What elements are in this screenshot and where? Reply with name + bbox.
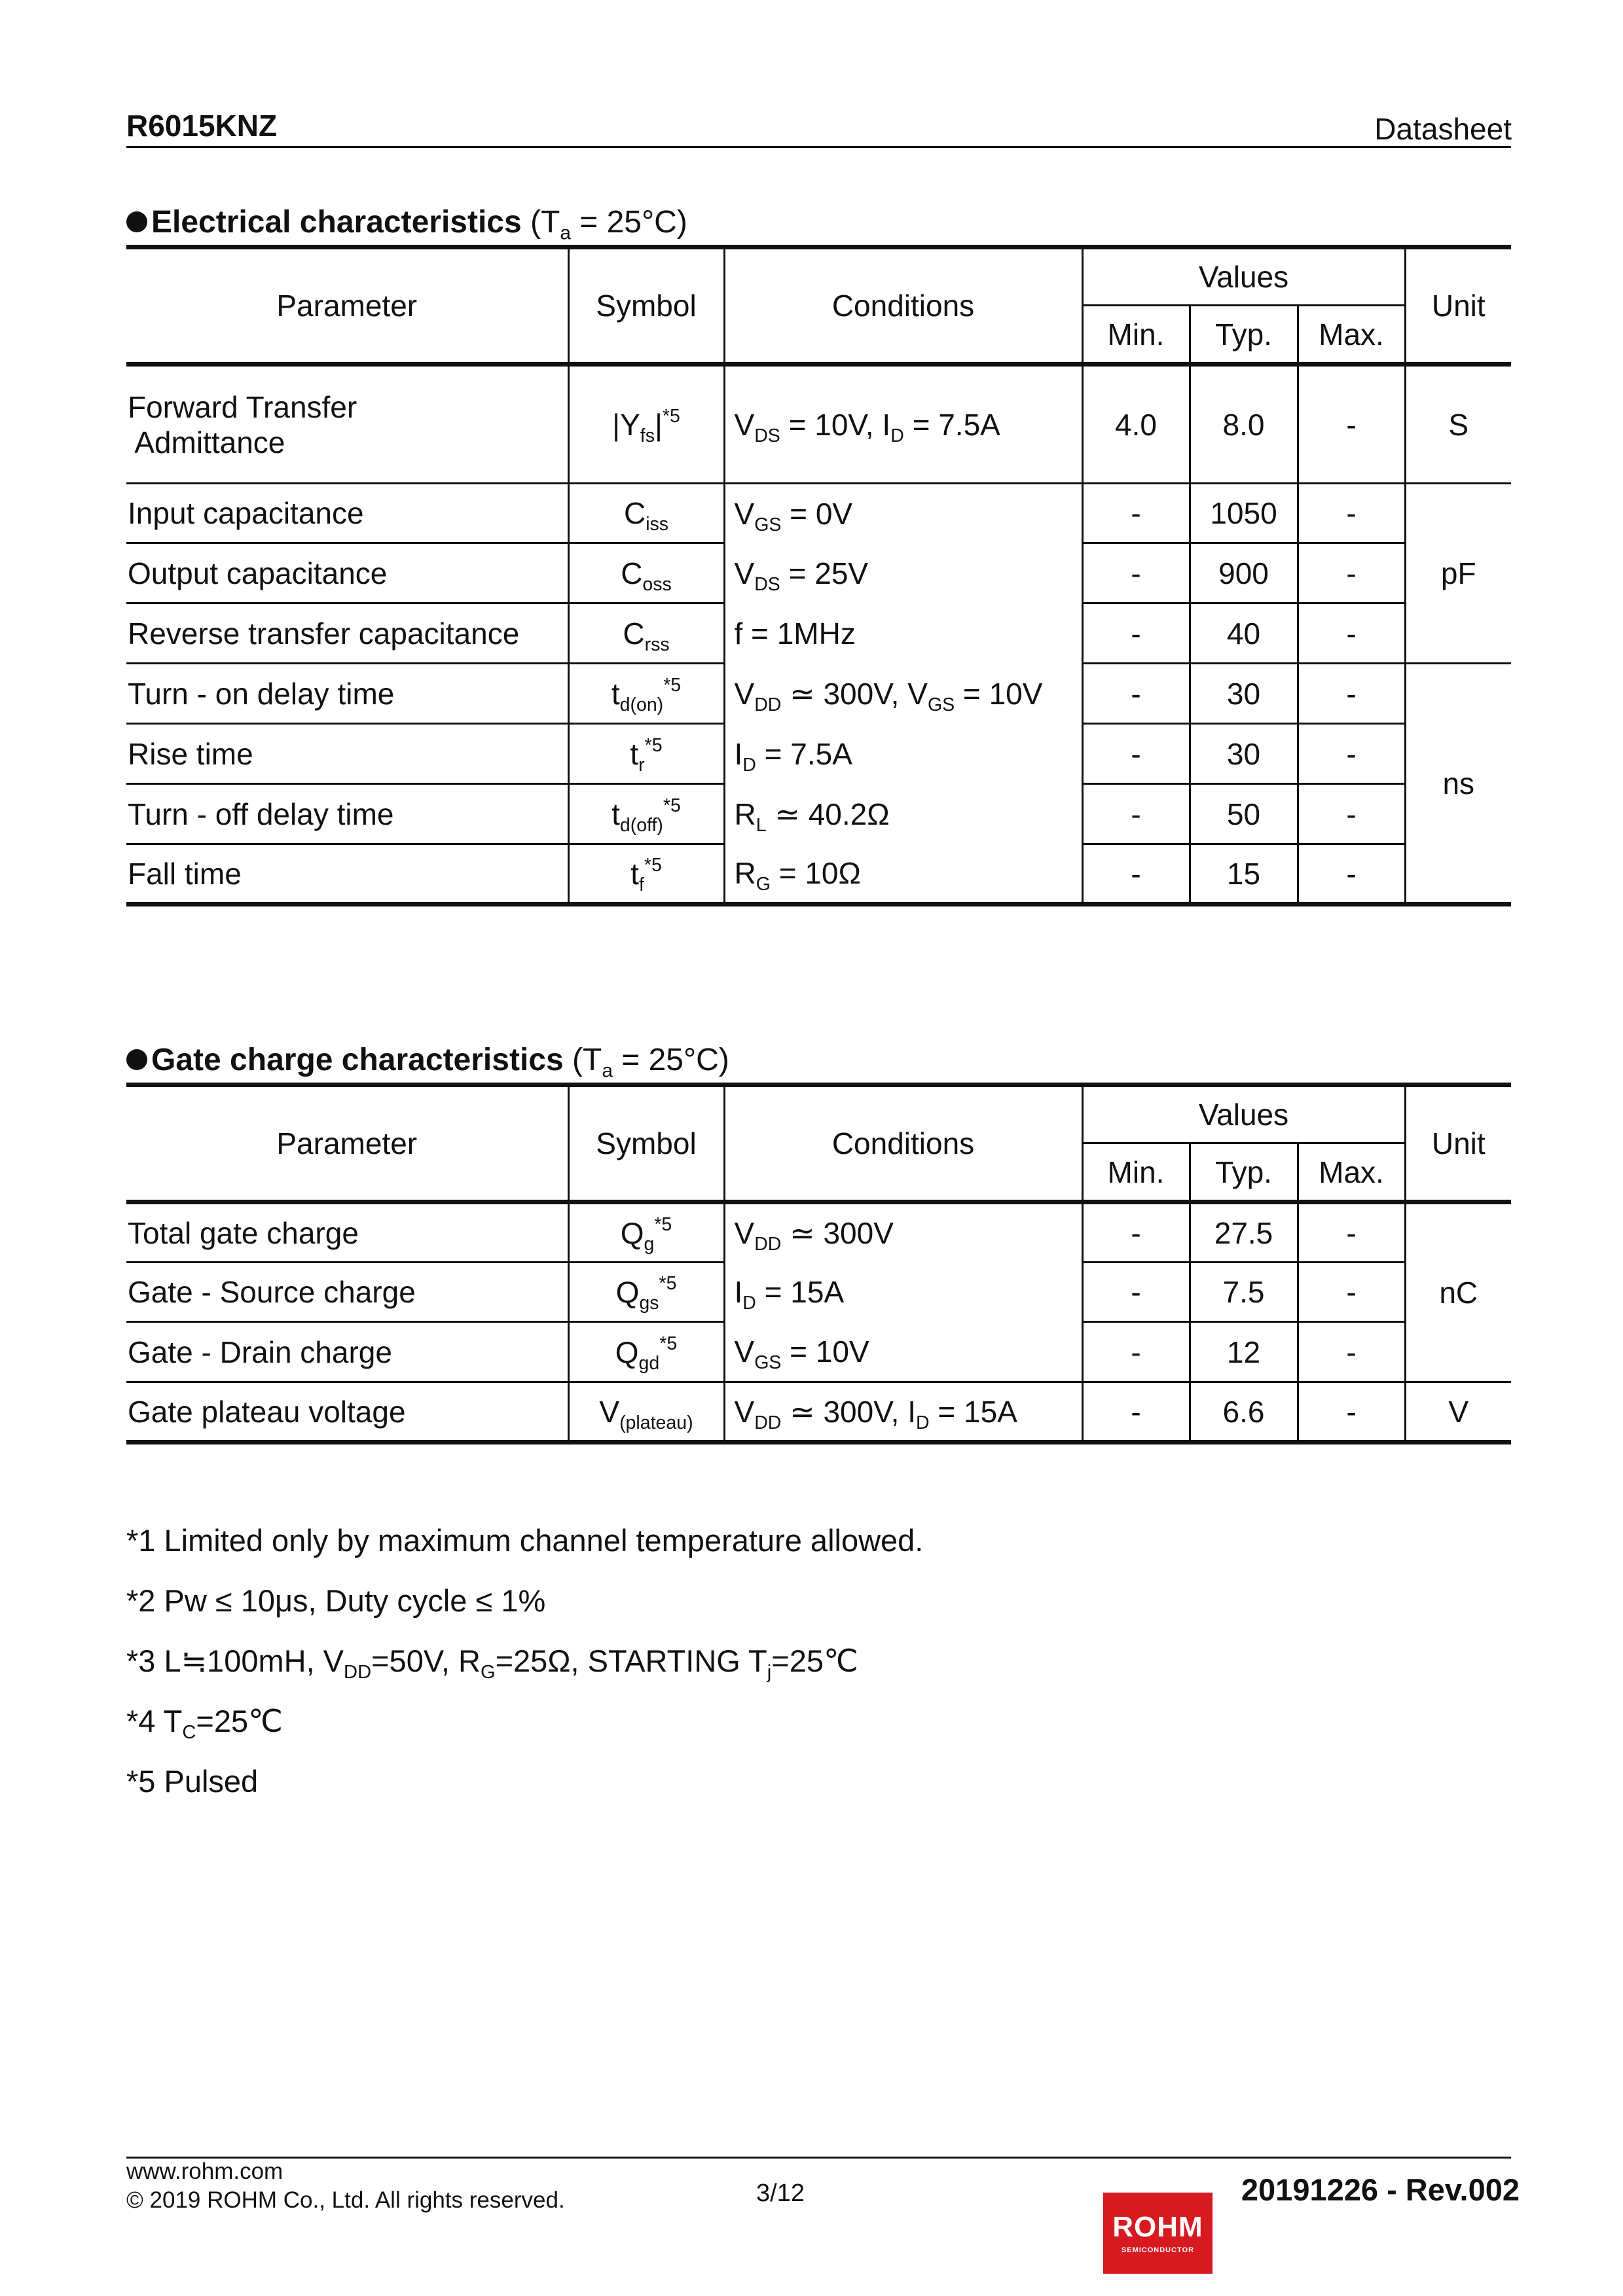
param-cell: Input capacitance (126, 484, 568, 543)
symbol-cell: $C_{iss}$ (568, 484, 724, 543)
footnotes (126, 1522, 923, 1823)
min-cell: - (1082, 1382, 1190, 1443)
table-row (126, 664, 1511, 724)
symbol-cell: $Q_{gs}^{*5}$ (568, 1263, 724, 1322)
col-values: Values (1082, 1085, 1405, 1143)
note-3: *3 L≒100mH, $V_{DD}=50V$, $R_G=25\Omega$, STARTING $T_j=25℃$ (126, 1643, 858, 1683)
param-cell: Turn - on delay time (126, 664, 568, 724)
typ-cell: 1050 (1190, 484, 1298, 543)
col-unit: Unit (1405, 1085, 1511, 1202)
typ-cell: 50 (1190, 784, 1298, 844)
footer-left (126, 2157, 565, 2215)
max-cell: - (1298, 784, 1405, 844)
cond-cell: $I_D = 15A$ (724, 1263, 1082, 1322)
cond-cell: $V_{DS} = 25V$ (724, 543, 1082, 603)
footer-copyright: © 2019 ROHM Co., Ltd. All rights reserved. (126, 2187, 565, 2213)
cond-cell: $V_{DD}$ ≃ 300V (724, 1202, 1082, 1263)
col-min: Min. (1082, 306, 1190, 365)
cond-cell: $V_{DD}$ ≃ 300V, $I_D = 15A$ (724, 1382, 1082, 1443)
symbol-cell: $t_{d(on)}^{*5}$ (568, 664, 724, 724)
revision: 20191226 - Rev.002 (1241, 2172, 1520, 2207)
typ-cell: 30 (1190, 724, 1298, 784)
max-cell: - (1298, 484, 1405, 543)
symbol-cell: $Q_{gd}^{*5}$ (568, 1322, 724, 1382)
min-cell: - (1082, 484, 1190, 543)
cond-cell: f = 1MHz (724, 603, 1082, 664)
unit-cell: S (1405, 365, 1511, 484)
col-parameter: Parameter (126, 1085, 568, 1202)
table-row (126, 1322, 1511, 1382)
rohm-logo-icon: ROHM SEMICONDUCTOR (1103, 2193, 1213, 2274)
table-row (126, 1263, 1511, 1322)
typ-cell: 900 (1190, 543, 1298, 603)
min-cell: - (1082, 1322, 1190, 1382)
min-cell: - (1082, 844, 1190, 905)
max-cell: - (1298, 1263, 1405, 1322)
typ-cell: 30 (1190, 664, 1298, 724)
col-max: Max. (1298, 306, 1405, 365)
footer-url[interactable]: www.rohm.com (126, 2159, 283, 2184)
col-max: Max. (1298, 1143, 1405, 1202)
table-row (126, 484, 1511, 543)
table-row (126, 603, 1511, 664)
param-cell: Fall time (126, 844, 568, 905)
typ-cell: 6.6 (1190, 1382, 1298, 1443)
cond-cell: $V_{GS} = 10V$ (724, 1322, 1082, 1382)
note-5: *5 Pulsed (126, 1764, 259, 1799)
table-row (126, 1202, 1511, 1263)
max-cell: - (1298, 365, 1405, 484)
unit-cell: ns (1405, 664, 1511, 905)
param-cell: Gate plateau voltage (126, 1382, 568, 1443)
param-cell: Forward Transfer Admittance (126, 365, 568, 484)
elec-table (126, 245, 1511, 906)
min-cell: - (1082, 603, 1190, 664)
bullet-icon (126, 1049, 147, 1070)
typ-cell: 27.5 (1190, 1202, 1298, 1263)
note-1: *1 Limited only by maximum channel temperature allowed. (126, 1523, 924, 1558)
cond-cell: $I_D = 7.5A$ (724, 724, 1082, 784)
note-4: *4 $T_C=25℃$ (126, 1704, 283, 1744)
cond-cell: $R_G = 10\Omega$ (724, 844, 1082, 905)
min-cell: - (1082, 664, 1190, 724)
unit-cell: nC (1405, 1202, 1511, 1382)
col-min: Min. (1082, 1143, 1190, 1202)
param-cell: Total gate charge (126, 1202, 568, 1263)
bullet-icon (126, 211, 147, 232)
col-conditions: Conditions (724, 247, 1082, 365)
param-cell: Turn - off delay time (126, 784, 568, 844)
param-cell: Gate - Source charge (126, 1263, 568, 1322)
max-cell: - (1298, 724, 1405, 784)
col-values: Values (1082, 247, 1405, 306)
max-cell: - (1298, 664, 1405, 724)
max-cell: - (1298, 543, 1405, 603)
min-cell: - (1082, 724, 1190, 784)
table-row (126, 543, 1511, 603)
symbol-cell: $C_{oss}$ (568, 543, 724, 603)
param-cell: Output capacitance (126, 543, 568, 603)
typ-cell: 7.5 (1190, 1263, 1298, 1322)
cond-cell: $V_{DS} = 10V$, $I_D = 7.5A$ (724, 365, 1082, 484)
table-row (126, 784, 1511, 844)
col-symbol: Symbol (568, 1085, 724, 1202)
col-typ: Typ. (1190, 1143, 1298, 1202)
table-row (126, 844, 1511, 905)
symbol-cell: $C_{rss}$ (568, 603, 724, 664)
typ-cell: 12 (1190, 1322, 1298, 1382)
unit-cell: pF (1405, 484, 1511, 664)
doc-type: Datasheet (1374, 112, 1512, 146)
header-rule (126, 146, 1511, 148)
min-cell: 4.0 (1082, 365, 1190, 484)
symbol-cell: $V_{(plateau)}$ (568, 1382, 724, 1443)
typ-cell: 8.0 (1190, 365, 1298, 484)
max-cell: - (1298, 603, 1405, 664)
note-2: *2 Pw ≤ 10μs, Duty cycle ≤ 1% (126, 1583, 546, 1618)
col-unit: Unit (1405, 247, 1511, 365)
col-conditions: Conditions (724, 1085, 1082, 1202)
symbol-cell: $Q_g^{*5}$ (568, 1202, 724, 1263)
min-cell: - (1082, 1202, 1190, 1263)
symbol-cell: $t_{d(off)}^{*5}$ (568, 784, 724, 844)
symbol-cell: $t_f^{*5}$ (568, 844, 724, 905)
param-cell: Rise time (126, 724, 568, 784)
gate-section-title: Gate charge characteristics $(T_a = 25^\circ C)$ (126, 1042, 729, 1078)
cond-cell: $R_L$ ≃ 40.2Ω (724, 784, 1082, 844)
page-number: 3/12 (756, 2179, 805, 2207)
table-row (126, 724, 1511, 784)
typ-cell: 40 (1190, 603, 1298, 664)
unit-cell: V (1405, 1382, 1511, 1443)
max-cell: - (1298, 1202, 1405, 1263)
typ-cell: 15 (1190, 844, 1298, 905)
param-cell: Reverse transfer capacitance (126, 603, 568, 664)
min-cell: - (1082, 543, 1190, 603)
param-cell: Gate - Drain charge (126, 1322, 568, 1382)
col-typ: Typ. (1190, 306, 1298, 365)
cond-cell: $V_{GS} = 0V$ (724, 484, 1082, 543)
symbol-cell: $t_r^{*5}$ (568, 724, 724, 784)
part-number: R6015KNZ (126, 109, 278, 143)
col-symbol: Symbol (568, 247, 724, 365)
min-cell: - (1082, 784, 1190, 844)
symbol-cell: $|Y_{fs}|^{*5}$ (568, 365, 724, 484)
col-parameter: Parameter (126, 247, 568, 365)
min-cell: - (1082, 1263, 1190, 1322)
max-cell: - (1298, 844, 1405, 905)
max-cell: - (1298, 1382, 1405, 1443)
table-row (126, 365, 1511, 484)
elec-section-title: Electrical characteristics $(T_a = 25^\circ C)$ (126, 204, 687, 240)
table-row (126, 1382, 1511, 1443)
cond-cell: $V_{DD}$ ≃ 300V, $V_{GS} = 10V$ (724, 664, 1082, 724)
max-cell: - (1298, 1322, 1405, 1382)
gate-table (126, 1083, 1511, 1444)
